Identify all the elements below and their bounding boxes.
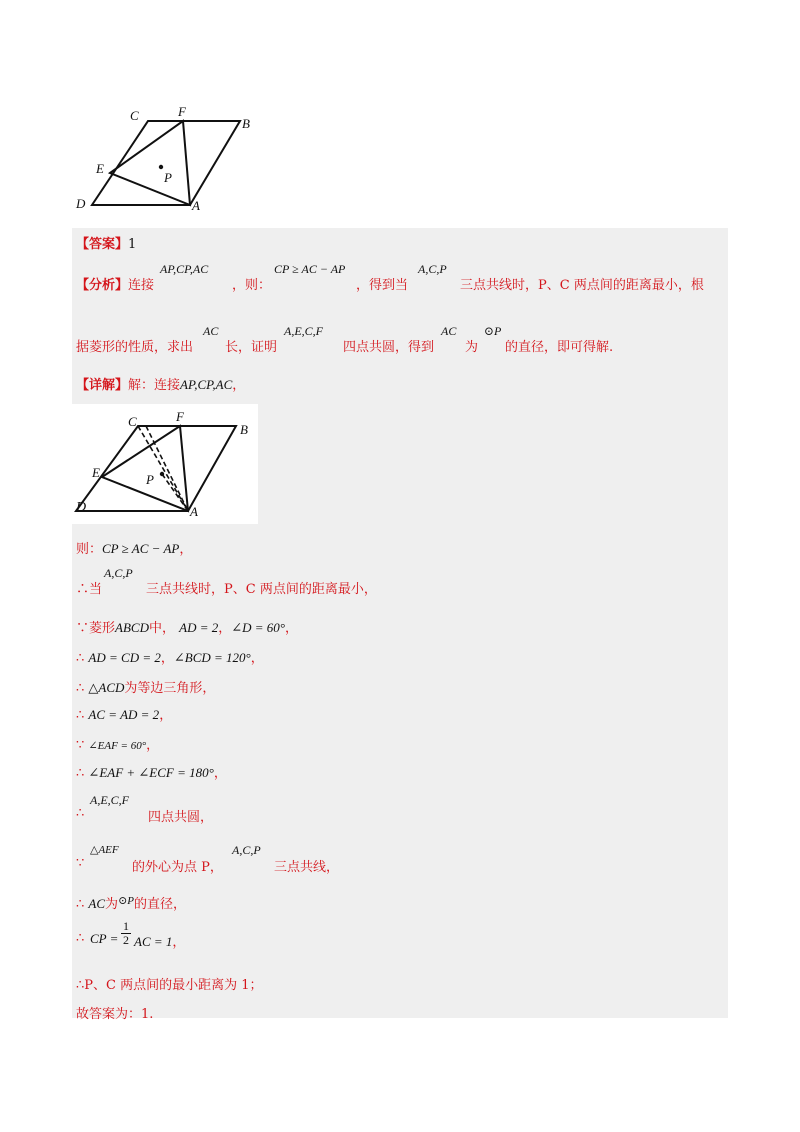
analysis-math-3: A,C,P [418, 262, 447, 276]
analysis-math-2: CP ≥ AC − AP [274, 262, 346, 276]
label-b: B [240, 422, 248, 437]
label-a: A [190, 504, 198, 519]
step-10-math-2: A,C,P [232, 843, 261, 857]
analysis-line-1: 【分析】连接 [76, 278, 155, 293]
label-e: E [96, 161, 104, 176]
step-3: ∵菱形ABCD中， AD = 2，∠D = 60°， [76, 620, 299, 636]
analysis-text-7: 四点共圆，得到 [343, 340, 435, 355]
step-12-lhs: CP = [90, 931, 119, 946]
label-c: C [128, 414, 137, 429]
step-8: ∴ ∠EAF + ∠ECF = 180°， [76, 765, 227, 781]
label-a: A [192, 198, 200, 213]
answer-line: 【答案】1 [76, 237, 137, 252]
triangle-aef [102, 426, 188, 511]
label-p: P [146, 472, 154, 487]
point-p [159, 165, 163, 169]
label-f: F [178, 104, 186, 119]
fraction-numerator: 1 [123, 919, 129, 933]
analysis-math-6: AC [441, 324, 457, 338]
rhombus-figure-mid [70, 404, 260, 524]
step-1: 则：CP ≥ AC − AP， [76, 541, 193, 557]
fraction-denominator: 2 [123, 933, 129, 947]
label-c: C [130, 108, 139, 123]
analysis-text-3: ，得到当 [356, 278, 409, 293]
label-p: P [164, 170, 172, 185]
label-d-mid: D [76, 500, 87, 515]
step-9-pre: ∴ [76, 806, 85, 821]
analysis-text-8: 为 [465, 340, 479, 355]
rhombus-figure-top [70, 100, 270, 220]
label-e: E [92, 465, 100, 480]
step-11: ∴ AC为$^{⊙P}$的直径， [76, 895, 187, 912]
analysis-text-6: 长，证明 [225, 340, 278, 355]
analysis-math-7: ⊙P [484, 324, 502, 338]
point-p [160, 472, 164, 476]
step-10-post: 三点共线， [274, 860, 340, 875]
step-2-pre: ∴当 [76, 582, 103, 597]
analysis-text-5: 据菱形的性质，求出 [76, 340, 194, 355]
step-9-math: A,E,C,F [90, 793, 129, 807]
step-12-fraction [121, 920, 131, 947]
step-5: ∴ △ACD为等边三角形， [76, 680, 216, 696]
step-4: ∴ AD = CD = 2，∠BCD = 120°， [76, 650, 264, 666]
step-10-math-1: △AEF [90, 844, 119, 856]
analysis-math-5: A,E,C,F [284, 324, 323, 338]
step-2-post: 三点共线时，P、C 两点间的距离最小， [146, 582, 377, 597]
step-10-pre: ∵ [76, 856, 85, 871]
step-7: ∵ ∠EAF = 60°， [76, 738, 160, 753]
triangle-aef [110, 121, 190, 205]
analysis-text-4: 三点共线时，P、C 两点间的距离最小，根 [460, 278, 704, 293]
step-13: ∴P、C 两点间的最小距离为 1； [76, 978, 263, 993]
label-f: F [176, 409, 184, 424]
label-b: B [242, 116, 250, 131]
step-6: ∴ AC = AD = 2， [76, 707, 173, 723]
analysis-math-4: AC [203, 324, 219, 338]
analysis-text-9: 的直径，即可得解. [505, 340, 614, 355]
step-12: ∴ [76, 931, 85, 946]
label-d: D [76, 196, 86, 211]
detail-line: 【详解】解：连接AP,CP,AC， [76, 377, 246, 393]
analysis-math-1: AP,CP,AC [160, 262, 209, 276]
analysis-text-2: ，则： [232, 278, 272, 293]
step-2-math: A,C,P [104, 566, 133, 580]
step-9-post: 四点共圆， [148, 810, 214, 825]
step-12-rhs: AC = 1， [134, 934, 186, 950]
step-10-mid: 的外心为点 P， [132, 860, 223, 875]
step-14: 故答案为：1. [76, 1007, 154, 1022]
